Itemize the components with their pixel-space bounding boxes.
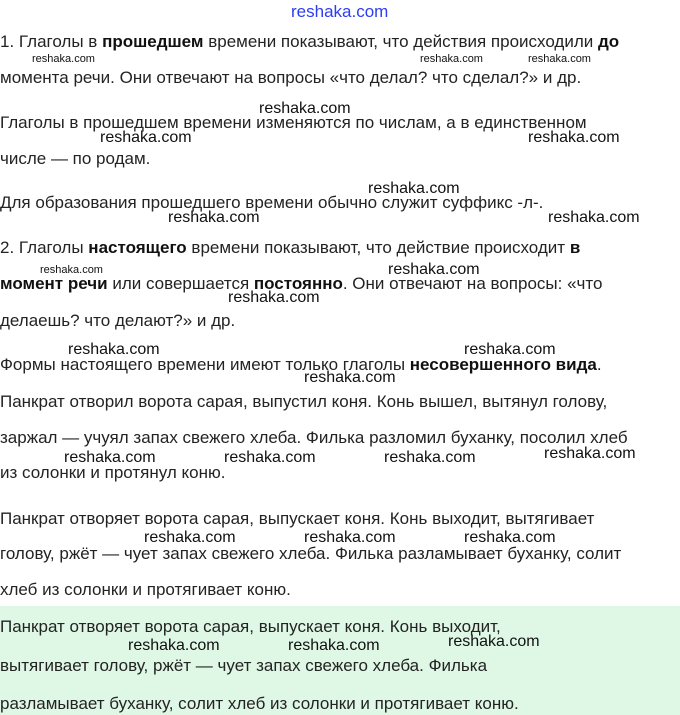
site-watermark: reshaka.com: [368, 180, 460, 197]
site-watermark: reshaka.com: [168, 209, 260, 226]
site-watermark: reshaka.com: [464, 341, 556, 358]
site-watermark: reshaka.com: [144, 529, 236, 546]
answer-line: Панкрат отворяет ворота сарая, выпускает коня. Конь выходит,: [0, 617, 501, 636]
exercise-rewritten-line: Панкрат отворяет ворота сарая, выпускает коня. Конь выходит, вытягивает: [0, 509, 595, 528]
site-watermark: reshaka.com: [64, 449, 156, 466]
exercise-rewritten-line: голову, ржёт — чует запах свежего хлеба. Филька разламывает буханку, солит: [0, 544, 622, 563]
theory-line: Для образования прошедшего времени обычно служит суффикс -л-.: [0, 193, 544, 212]
site-watermark: reshaka.com: [544, 445, 636, 462]
theory-line: Формы настоящего времени имеют только глаголы несовершенного вида.: [0, 355, 602, 374]
site-watermark: reshaka.com: [100, 129, 192, 146]
theory-line: 1. Глаголы в прошедшем времени показывают, что действия происходили до: [0, 32, 620, 51]
answer-line: вытягивает голову, ржёт — чует запах свежего хлеба. Филька: [0, 656, 488, 675]
site-watermark: reshaka.com: [259, 100, 351, 117]
site-watermark: reshaka.com: [32, 53, 95, 65]
exercise-rewritten-line: хлеб из солонки и протягивает коню.: [0, 580, 291, 599]
site-watermark: reshaka.com: [420, 53, 483, 65]
theory-line: момента речи. Они отвечают на вопросы «что делал? что сделал?» и др.: [0, 68, 582, 87]
answer-line: разламывает буханку, солит хлеб из солонки и протягивает коню.: [0, 694, 519, 713]
site-watermark: reshaka.com: [464, 529, 556, 546]
site-watermark: reshaka.com: [228, 289, 320, 306]
exercise-original-line: Панкрат отворил ворота сарая, выпустил коня. Конь вышел, вытянул голову,: [0, 392, 608, 411]
site-watermark: reshaka.com: [224, 449, 316, 466]
theory-line: момент речи или совершается постоянно. Они отвечают на вопросы: «что: [0, 274, 603, 293]
site-watermark: reshaka.com: [388, 261, 480, 278]
site-watermark: reshaka.com: [40, 264, 103, 276]
site-watermark: reshaka.com: [448, 633, 540, 650]
theory-line: числе — по родам.: [0, 149, 151, 168]
theory-line: делаешь? что делают?» и др.: [0, 311, 236, 330]
site-watermark: reshaka.com: [304, 369, 396, 386]
theory-line: 2. Глаголы настоящего времени показывают, что действие происходит в: [0, 238, 581, 257]
site-watermark: reshaka.com: [548, 209, 640, 226]
theory-line: Глаголы в прошедшем времени изменяются по числам, а в единственном: [0, 113, 587, 132]
site-watermark: reshaka.com: [288, 637, 380, 654]
site-watermark: reshaka.com: [528, 53, 591, 65]
exercise-original-line: заржал — учуял запах свежего хлеба. Филька разломил буханку, посолил хлеб: [0, 428, 628, 447]
exercise-original-line: из солонки и протянул коню.: [0, 463, 226, 482]
site-watermark: reshaka.com: [304, 529, 396, 546]
site-watermark-top: reshaka.com: [291, 2, 389, 21]
site-watermark: reshaka.com: [528, 129, 620, 146]
site-watermark: reshaka.com: [68, 341, 160, 358]
site-watermark: reshaka.com: [128, 637, 220, 654]
site-watermark: reshaka.com: [384, 449, 476, 466]
